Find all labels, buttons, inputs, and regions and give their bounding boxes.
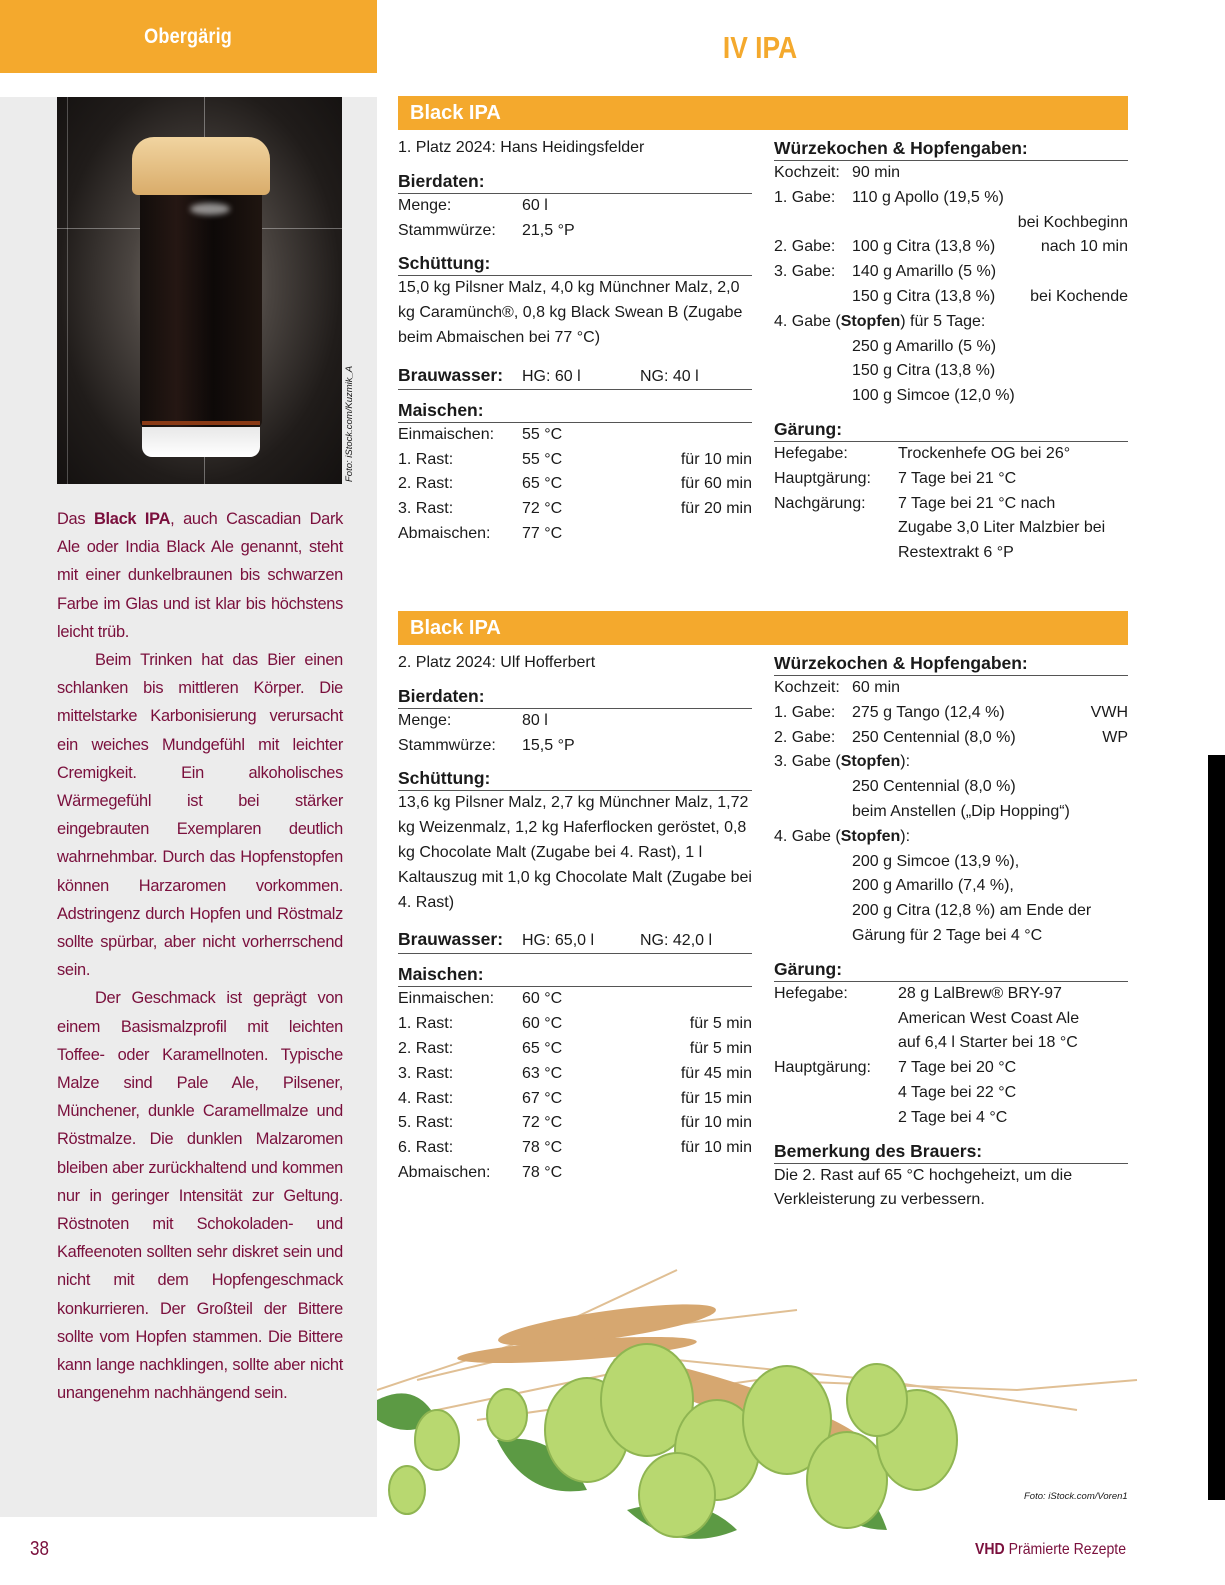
gaerung-heading: Gärung: [774, 417, 1128, 442]
dry-hop-heading: 4. Gabe (Stopfen): [774, 827, 911, 845]
hop-addition: 1. Gabe: 110 g Apollo (19,5 %) [774, 188, 1004, 206]
recipe-title-bar [398, 96, 1128, 130]
bemerkung-heading: Bemerkung des Brauers: [774, 1139, 1128, 1164]
photo-credit: Foto: iStock.com/Kuzmik_A [344, 365, 355, 482]
brauwasser-row: Brauwasser: HG: 65,0 l NG: 42,0 l [398, 927, 752, 954]
footer-brand: VHD Prämierte Rezepte [975, 1541, 1127, 1558]
thumb-index-tab [1208, 755, 1225, 1500]
kochen-heading: Würzekochen & Hopfengaben: [774, 136, 1128, 161]
recipe-2 [398, 611, 1128, 1241]
maischen-heading: Maischen: [398, 962, 752, 987]
bierdaten-heading: Bierdaten: [398, 169, 752, 194]
recipe-1 [398, 96, 1128, 586]
schuettung-heading: Schüttung: [398, 251, 752, 276]
schuettung-heading: Schüttung: [398, 766, 752, 791]
section-tab-label: Obergärig [144, 24, 233, 48]
mash-step: Einmaischen: 60 °C [398, 990, 563, 1008]
mash-step: 3. Rast: 63 °C für 45 min [398, 1064, 752, 1082]
recipe-1-left-column: 1. Platz 2024: Hans Heidingsfelder Bierdaten: Menge: 60 l Stammwürze: 21,5 °P Schüttung: 15,0 kg Pilsner Malz, 4,0 kg Münchner Malz, 2,0 kg Caramünch®, 0,8 kg Black Swean B (Zugabe beim Abmaischen bei 77 °C) Brauwasser: HG: 60 l NG: 40 l Maischen: Einmaischen: 55 °C 1. Rast: 55 °C für 10 min 2. Rast: 65 °C für 60 min 3. Rast: 72 °C für 20 min Abmaischen: 77 °C [398, 136, 752, 547]
mash-step: 2. Rast: 65 °C für 60 min [398, 475, 752, 493]
mash-step: Einmaischen: 55 °C [398, 425, 563, 443]
mash-step: Abmaischen: 77 °C [398, 524, 563, 542]
chapter-title: IV IPA [722, 30, 798, 65]
gaerung-heading: Gärung: [774, 957, 1128, 982]
hops-photo-credit: Foto: iStock.com/Voren1 [1024, 1491, 1128, 1502]
recipe-2-right-column: Würzekochen & Hopfengaben: Kochzeit: 60 min 1. Gabe: 275 g Tango (12,4 %) VWH 2. Gabe: 250 Centennial (8,0 %) WP 3. Gabe (Stopfen): 250 Centennial (8,0 %) beim Anstellen („Dip Hopping“) 4. Gabe (Stopfen): 200 g Simcoe (13,9 %), 200 g Amarillo (7,4 %), 200 g Citra (12,8 %) am Ende der Gärung für 2 Tage bei 4 °C Gärung: Hefegabe: 28 g LalBrew® BRY-97 American West Coast Ale auf 6,4 l Starter bei 18 °C Hauptgärung: 7 Tage bei 20 °C 4 Tage bei 22 °C 2 Tage bei 4 °C Bemerkung des Brauers: Die 2. Rast auf 65 °C hochgeheizt, um die Verkleisterung zu verbessern. [774, 651, 1128, 1213]
mash-step: 1. Rast: 60 °C für 5 min [398, 1015, 752, 1033]
bierdaten-heading: Bierdaten: [398, 684, 752, 709]
hop-addition: 3. Gabe: 140 g Amarillo (5 %) [774, 263, 997, 281]
beer-glass-photo [57, 97, 342, 484]
recipe-title: Black IPA [410, 101, 501, 124]
bemerkung-text: Die 2. Rast auf 65 °C hochgeheizt, um die Verkleisterung zu verbessern. [774, 1166, 1073, 1209]
mash-step: 1. Rast: 55 °C für 10 min [398, 450, 752, 468]
page-number: 38 [30, 1538, 49, 1560]
mash-step: 6. Rast: 78 °C für 10 min [398, 1139, 752, 1157]
placement: 1. Platz 2024: Hans Heidingsfelder [398, 139, 645, 156]
beer-glass-icon [132, 137, 270, 459]
mash-step: 5. Rast: 72 °C für 10 min [398, 1114, 752, 1132]
mash-step: 4. Rast: 67 °C für 15 min [398, 1089, 752, 1107]
mash-step: 3. Rast: 72 °C für 20 min [398, 500, 752, 518]
brauwasser-row: Brauwasser: HG: 60 l NG: 40 l [398, 363, 752, 390]
hop-addition: bei Kochbeginn [1017, 213, 1128, 231]
mash-step: 2. Rast: 65 °C für 5 min [398, 1039, 752, 1057]
maischen-heading: Maischen: [398, 398, 752, 423]
hop-addition: 150 g Citra (13,8 %) bei Kochende [852, 287, 1128, 305]
dry-hop-heading: 4. Gabe (Stopfen) für 5 Tage: [774, 312, 986, 330]
hop-addition: 2. Gabe: 250 Centennial (8,0 %) WP [774, 728, 1128, 746]
schuettung-text: 15,0 kg Pilsner Malz, 4,0 kg Münchner Malz, 2,0 kg Caramünch®, 0,8 kg Black Swean B (Zugabe beim Abmaischen bei 77 °C) [398, 279, 743, 346]
kochen-heading: Würzekochen & Hopfengaben: [774, 651, 1128, 676]
hop-addition: 1. Gabe: 275 g Tango (12,4 %) VWH [774, 703, 1128, 721]
mash-step: Abmaischen: 78 °C [398, 1163, 563, 1181]
placement: 2. Platz 2024: Ulf Hofferbert [398, 654, 596, 671]
schuettung-text: 13,6 kg Pilsner Malz, 2,7 kg Münchner Malz, 1,72 kg Weizenmalz, 1,2 kg Haferflocken geröstet, 0,8 kg Chocolate Malt (Zugabe bei 4. Rast), 1 l Kaltauszug mit 1,0 kg Chocolate Malt (Zugabe bei 4. Rast) [398, 794, 752, 911]
recipe-title: Black IPA [410, 616, 501, 639]
dry-hop-heading: 3. Gabe (Stopfen): [774, 753, 911, 771]
section-tab [0, 0, 377, 73]
recipe-title-bar [398, 611, 1128, 645]
recipe-2-left-column: 2. Platz 2024: Ulf Hofferbert Bierdaten: Menge: 80 l Stammwürze: 15,5 °P Schüttung: 13,6 kg Pilsner Malz, 2,7 kg Münchner Malz, 1,72 kg Weizenmalz, 1,2 kg Haferflocken geröstet, 0,8 kg Chocolate Malt (Zugabe bei 4. Rast), 1 l Kaltauszug mit 1,0 kg Chocolate Malt (Zugabe bei 4. Rast) Brauwasser: HG: 65,0 l NG: 42,0 l Maischen: Einmaischen: 60 °C 1. Rast: 60 °C für 5 min 2. Rast: 65 °C für 5 min 3. Rast: 63 °C für 45 min 4. Rast: 67 °C für 15 min 5. Rast: 72 °C für 10 min 6. Rast: 78 °C für 10 min Abmaischen: 78 °C [398, 651, 752, 1186]
style-description: Das Black IPA, auch Cascadian Dark Ale oder India Black Ale genannt, steht mit einer dunkelbraunen bis schwarzen Farbe im Glas und ist klar bis höchstens leicht trüb. Beim Trinken hat das Bier einen schlanken bis mittleren Körper. Die mittelstarke Karbonisierung verursacht ein weiches Mundgefühl mit leichter Cremigkeit. Ein alkoholisches Wärmegefühl ist bei stärker eingebrauten Exemplaren deutlich wahrnehmbar. Durch das Hopfenstopfen können Harzaromen vorkommen. Adstringenz durch Hopfen und Röstmalz sollte spürbar, aber nicht vorherrschend sein. Der Geschmack ist geprägt von einem Basismalzprofil mit leichten Toffee- oder Karamellnoten. Typische Malze sind Pale Ale, Pilsener, Münchener, dunkle Caramellmalze und Röstmalze. Die dunklen Malzaromen bleiben aber zurückhaltend und kommen nur in geringer Intensität zur Geltung. Röstnoten mit Schokoladen- und Kaffeenoten sollten sehr diskret sein und nicht mit dem Hopfengeschmack konkurrieren. Der Großteil der Bittere sollte vom Hopfen stammen. Die Bittere kann lange nachklingen, sollte aber nicht unangenehm nachhängend sein. [57, 510, 343, 1403]
recipe-1-right-column: Würzekochen & Hopfengaben: Kochzeit: 90 min 1. Gabe: 110 g Apollo (19,5 %) bei Kochbeginn 2. Gabe: 100 g Citra (13,8 %) nach 10 min 3. Gabe: 140 g Amarillo (5 %) 150 g Citra (13,8 %) bei Kochende 4. Gabe (Stopfen) für 5 Tage: 250 g Amarillo (5 %) 150 g Citra (13,8 %) 100 g Simcoe (12,0 %) Gärung: Hefegabe: Trockenhefe OG bei 26° Hauptgärung: 7 Tage bei 21 °C Nachgärung: 7 Tage bei 21 °C nach Zugabe 3,0 Liter Malzbier bei Restextrakt 6 °P [774, 138, 1128, 562]
hop-addition: 2. Gabe: 100 g Citra (13,8 %) nach 10 min [774, 238, 1128, 256]
